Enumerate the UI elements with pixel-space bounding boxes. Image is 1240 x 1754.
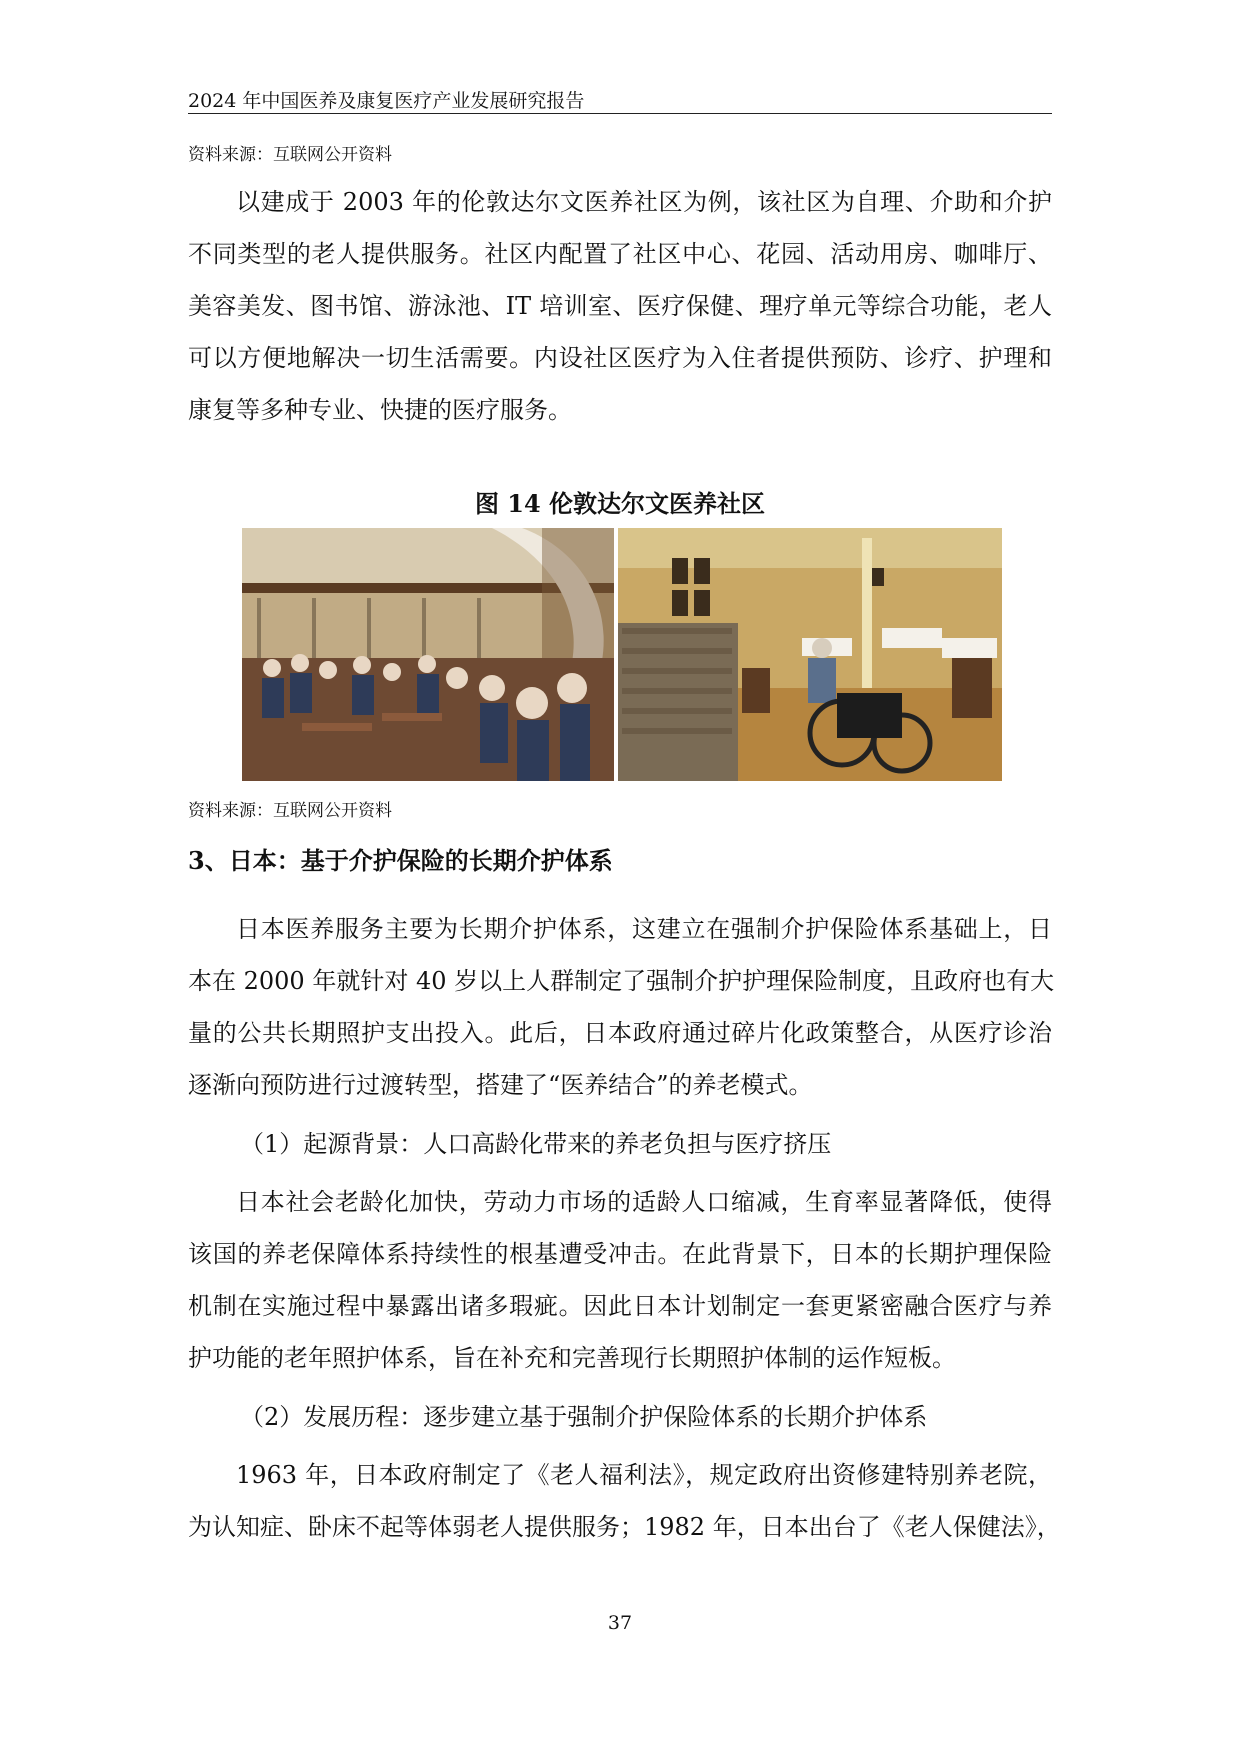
text-line: 日本医养服务主要为长期介护体系，这建立在强制介护保险体系基础上，日 xyxy=(236,915,1052,943)
paragraph-aging xyxy=(188,1176,1052,1384)
text-line: 本在 2000 年就针对 40 岁以上人群制定了强制介护护理保险制度，且政府也有大 xyxy=(188,967,1055,995)
photo-atrium-audience xyxy=(242,528,614,781)
text-line: 机制在实施过程中暴露出诸多瑕疵。因此日本计划制定一套更紧密融合医疗与养 xyxy=(188,1292,1052,1320)
figure-photo xyxy=(242,528,1002,781)
figure-caption: 图 14 伦敦达尔文医养社区 xyxy=(474,489,766,518)
section-heading: 3、日本：基于介护保险的长期介护体系 xyxy=(188,846,613,875)
running-header: 2024 年中国医养及康复医疗产业发展研究报告 xyxy=(188,90,585,112)
text-line: 逐渐向预防进行过渡转型，搭建了“医养结合”的养老模式。 xyxy=(188,1071,813,1099)
text-line: 为认知症、卧床不起等体弱老人提供服务；1982 年，日本出台了《老人保健法》， xyxy=(188,1513,1061,1541)
subheading-history: （2）发展历程：逐步建立基于强制介护保险体系的长期介护体系 xyxy=(240,1403,928,1431)
page-number: 37 xyxy=(607,1612,633,1634)
text-line: 康复等多种专业、快捷的医疗服务。 xyxy=(188,396,572,424)
text-line: 美容美发、图书馆、游泳池、IT 培训室、医疗保健、理疗单元等综合功能，老人 xyxy=(188,292,1052,320)
text-line: 日本社会老龄化加快，劳动力市场的适龄人口缩减，生育率显著降低，使得 xyxy=(236,1188,1052,1216)
header-rule xyxy=(188,113,1052,114)
text-line: 护功能的老年照护体系，旨在补充和完善现行长期照护体制的运作短板。 xyxy=(188,1344,956,1372)
text-line: 不同类型的老人提供服务。社区内配置了社区中心、花园、活动用房、咖啡厅、 xyxy=(188,240,1052,268)
text-line: 以建成于 2003 年的伦敦达尔文医养社区为例，该社区为自理、介助和介护 xyxy=(236,188,1052,216)
text-line: 可以方便地解决一切生活需要。内设社区医疗为入住者提供预防、诊疗、护理和 xyxy=(188,344,1052,372)
source-note-figure: 资料来源：互联网公开资料 xyxy=(188,801,392,821)
subheading-origin: （1）起源背景：人口高龄化带来的养老负担与医疗挤压 xyxy=(240,1130,832,1158)
source-note-top: 资料来源：互联网公开资料 xyxy=(188,145,392,165)
text-line: 量的公共长期照护支出投入。此后，日本政府通过碎片化政策整合，从医疗诊治 xyxy=(188,1019,1052,1047)
paragraph-london-community xyxy=(188,176,1052,436)
photo-dining-room xyxy=(618,528,1002,781)
text-line: 该国的养老保障体系持续性的根基遭受冲击。在此背景下，日本的长期护理保险 xyxy=(188,1240,1052,1268)
paragraph-history xyxy=(188,1449,1061,1553)
text-line: 1963 年，日本政府制定了《老人福利法》，规定政府出资修建特别养老院， xyxy=(236,1461,1052,1489)
paragraph-japan-overview xyxy=(188,903,1055,1111)
